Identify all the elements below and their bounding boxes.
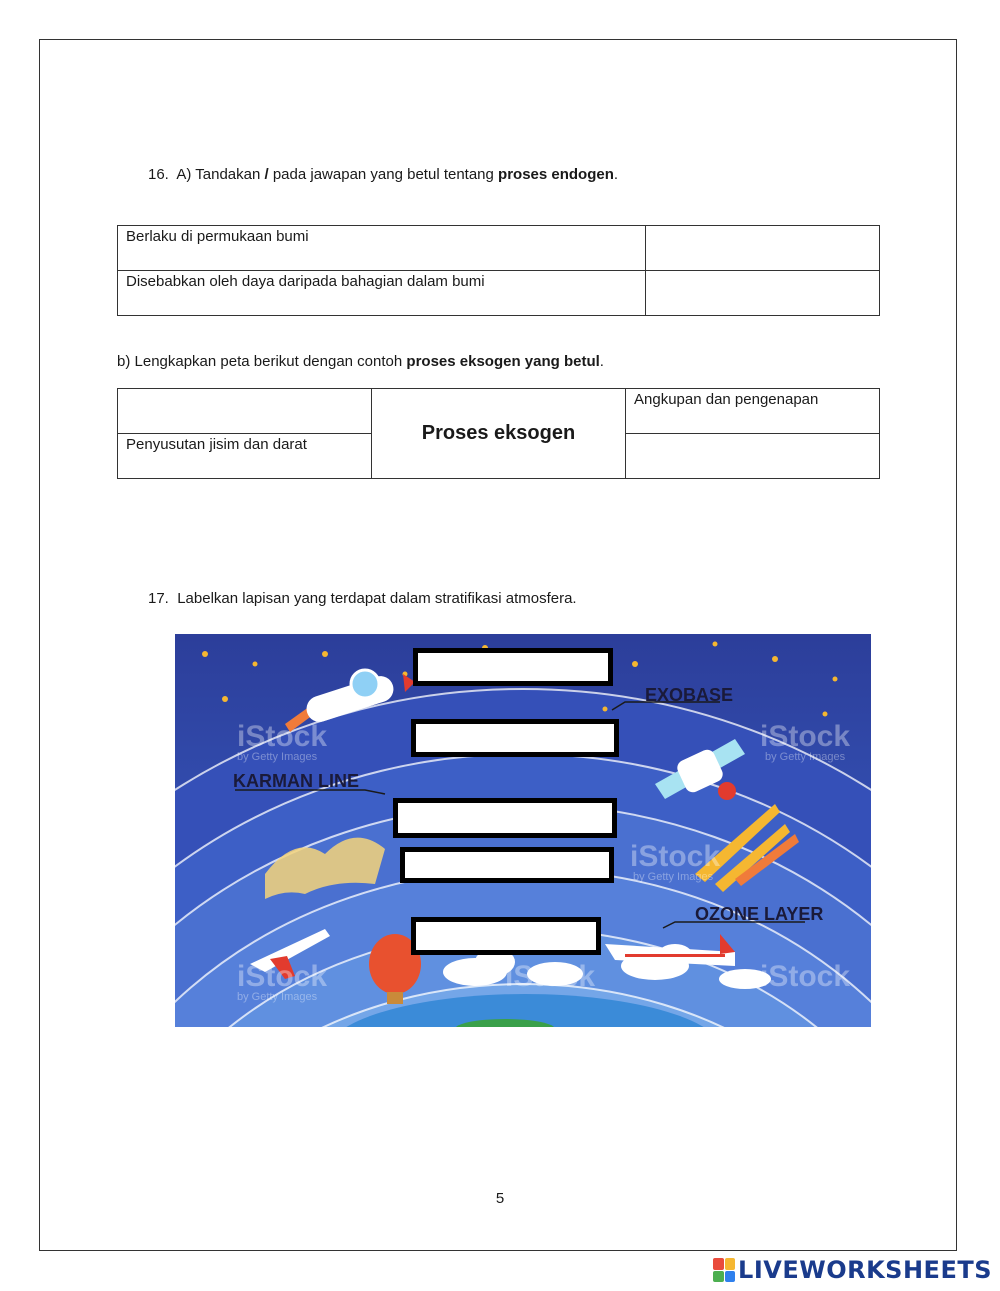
table-row — [118, 389, 880, 434]
watermark: iStock — [237, 960, 328, 993]
question-prefix: b) Lengkapkan peta berikut dengan contoh — [117, 353, 403, 370]
eksogen-map-table — [117, 388, 880, 479]
question-end: . — [599, 353, 604, 370]
watermark-sub: by Getty Images — [237, 751, 318, 763]
watermark: iStock — [237, 720, 328, 753]
statement-cell: Berlaku di permukaan bumi — [118, 226, 646, 271]
label-karman-line: KARMAN LINE — [233, 771, 359, 791]
watermark: iStock — [505, 960, 596, 993]
brand-name: LIVEWORKSHEETS — [738, 1256, 992, 1284]
tick-mark: / — [264, 166, 269, 183]
question-end: . — [613, 166, 619, 183]
tick-answer-cell[interactable] — [646, 226, 880, 271]
layer-answer-box-1[interactable] — [413, 648, 613, 686]
question-number: 16. — [148, 166, 169, 183]
watermark-sub: by Getty Images — [633, 871, 714, 883]
watermark: iStock — [630, 840, 721, 873]
page-number: 5 — [495, 1190, 505, 1207]
example-cell-right-top: Angkupan dan pengenapan — [626, 389, 880, 434]
table-row — [118, 271, 880, 316]
question-16b-prompt — [117, 353, 604, 370]
question-middle: pada jawapan yang betul tentang — [272, 166, 494, 183]
question-prefix: A) Tandakan — [176, 166, 261, 183]
answer-blank-left-top[interactable] — [118, 389, 372, 434]
question-keyword: proses endogen — [498, 166, 614, 183]
question-17-prompt — [148, 590, 577, 607]
answer-blank-right-bottom[interactable] — [626, 434, 880, 479]
liveworksheets-icon — [713, 1258, 735, 1282]
watermark-sub: by Getty Images — [237, 991, 318, 1003]
layer-answer-box-3[interactable] — [393, 798, 617, 838]
question-text: Labelkan lapisan yang terdapat dalam stratifikasi atmosfera. — [177, 590, 577, 607]
layer-answer-box-4[interactable] — [400, 847, 614, 883]
label-ozone-layer: OZONE LAYER — [695, 904, 824, 924]
watermark-sub: by Getty Images — [765, 751, 846, 763]
map-center-title: Proses eksogen — [372, 389, 626, 479]
atmosphere-diagram — [175, 634, 871, 1027]
watermark: iStock — [760, 720, 851, 753]
table-row — [118, 226, 880, 271]
question-keyword: proses eksogen yang betul — [406, 353, 600, 370]
tick-answer-cell[interactable] — [646, 271, 880, 316]
layer-answer-box-5[interactable] — [411, 917, 601, 955]
layer-answer-box-2[interactable] — [411, 719, 619, 757]
statement-cell: Disebabkan oleh daya daripada bahagian dalam bumi — [118, 271, 646, 316]
label-exobase: EXOBASE — [645, 685, 734, 705]
watermark: iStock — [760, 960, 851, 993]
question-16-prompt — [148, 166, 618, 183]
endogen-table — [117, 225, 880, 316]
example-cell-left-bottom: Penyusutan jisim dan darat — [118, 434, 372, 479]
question-number: 17. — [148, 590, 169, 607]
liveworksheets-logo — [713, 1255, 992, 1285]
